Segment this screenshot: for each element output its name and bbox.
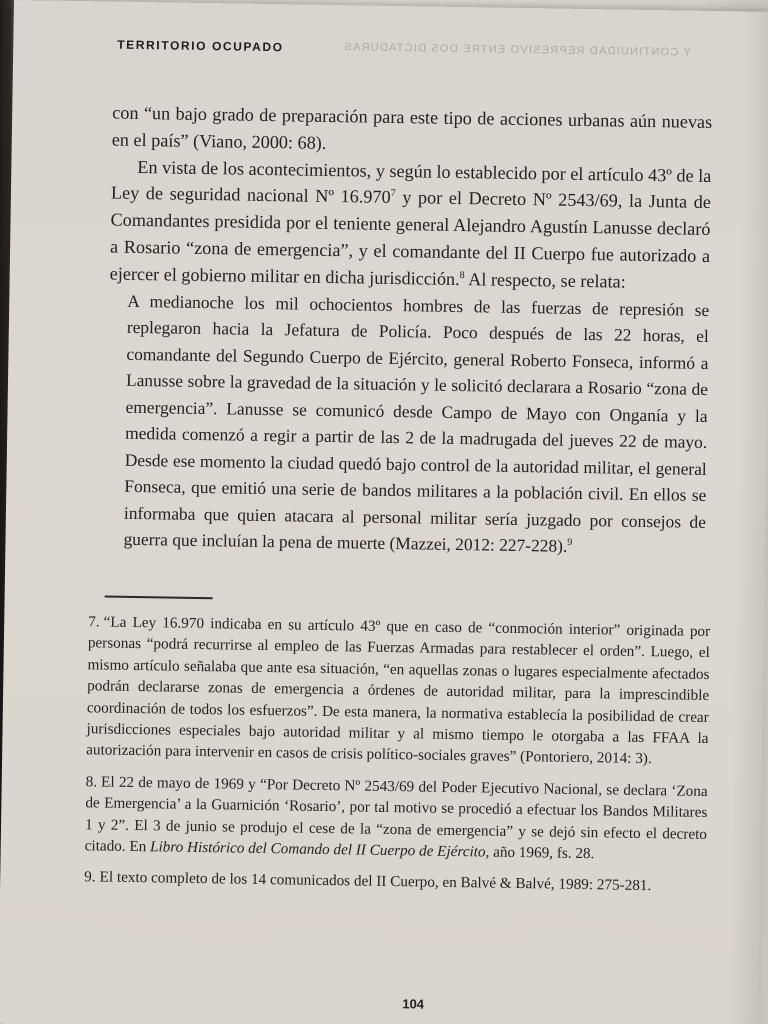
footnote-separator: [105, 595, 213, 599]
footnote-text-a: El 22 de mayo de 1969 y “Por Decreto Nº 2543/69 del Poder Ejecutivo Nacional, se declara ‘Zona de Emergencia’ a la Guarnición ‘Rosario’, por tal motivo se procedió a efectuar los Bandos Militares 1 y 2”. El 3 de junio se produjo el cese de la “zona de emergencia” y se dejó sin efecto el decreto citado. En: [84, 773, 708, 856]
paragraph-2-part-c: Al respecto, se relata:: [464, 268, 626, 292]
footnote-7: [86, 611, 710, 771]
footnote-9: [84, 867, 706, 898]
footnote-number: 9.: [84, 868, 96, 886]
bleed-through-text: Y CONTINUIDAD REPRESIVO ENTRE DOS DICTADURAS: [343, 41, 691, 59]
paragraph-2-part-b: y por el Decreto Nº 2543/69, la Junta de Comandantes presidida por el teniente general Alejandro Agustín Lanusse declaró a Rosario “zona de emergencia”, y el comandante del II Cuerpo fue autorizado a ejercer el gobierno militar en dicha jurisdicción.: [109, 187, 712, 289]
page-number: 104: [402, 996, 425, 1012]
footnote-ref-9: 9: [567, 537, 573, 549]
footnote-number: 8.: [85, 773, 98, 791]
footnote-text: El texto completo de los 14 comunicados del II Cuerpo, en Balvé & Balvé, 1989: 275-281.: [99, 868, 652, 895]
footnote-ref-7: 7: [390, 188, 396, 200]
footnote-text-b: , año 1969, fs. 28.: [485, 843, 595, 863]
block-quote-text: A medianoche los mil ochocientos hombres de las fuerzas de represión se replegaron hacia la Jefatura de Policía. Poco después de las 22 horas, el comandante del Segundo Cuerpo de Ejército, general Roberto Fonseca, informó a Lanusse sobre la gravedad de la situación y le solicitó declarara a Rosario “zona de emergencia”. Lanusse se comunicó desde Campo de Mayo con Onganía y la medida comenzó a regir a partir de las 2 de la madrugada del jueves 22 de mayo. Desde ese momento la ciudad quedó bajo control de la autoridad militar, el general Fonseca, que emitió una serie de bandos militares a la población civil. En ellos se informaba que quien atacara al personal militar sería juzgado por consejos de guerra que incluían la pena de muerte (Mazzei, 2012: 227-228).: [123, 290, 710, 556]
footnote-ref-8: 8: [459, 269, 465, 281]
footnote-8: [85, 771, 708, 866]
footnote-text: “La Ley 16.970 indicaba en su artículo 43º que en caso de “conmoción interior” originada por personas “podrá recurrirse al empleo de las Fuerzas Armadas para restablecer el orden”. Luego, el mismo artículo señalaba que ante esa situación, “en aquellas zonas o lugares especialmente afectados podrán declararse zonas de emergencia a órdenes de autoridad militar, para la imprescindible coordinación de todos los esfuerzos”. De esta manera, la normativa establecía la posibilidad de crear jurisdicciones especiales bajo autoridad militar y al mismo tiempo le otorgaba a las FFAA la autorización para intervenir en casos de crisis político-sociales graves” (Pontoriero, 2014: 3).: [86, 613, 711, 768]
footnote-book-title: Libro Histórico del Comando del II Cuerpo de Ejército: [149, 838, 486, 861]
paragraph-2: [110, 153, 712, 296]
paragraph-1: con “un bajo grado de preparación para este tipo de acciones urbanas aún nuevas en el país” (Viano, 2000: 68).: [111, 102, 713, 153]
main-text: [105, 100, 712, 562]
running-head: TERRITORIO OCUPADO: [117, 37, 284, 55]
footnotes: [84, 611, 710, 908]
page-curl-shadow: [728, 11, 768, 1024]
footnote-number: 7.: [88, 613, 100, 631]
paragraph-2-part-a: En vista de los acontecimientos, y según lo establecido por el artículo 43º de la Ley de seguridad nacional Nº 16.970: [110, 156, 712, 208]
block-quote: [123, 287, 709, 561]
